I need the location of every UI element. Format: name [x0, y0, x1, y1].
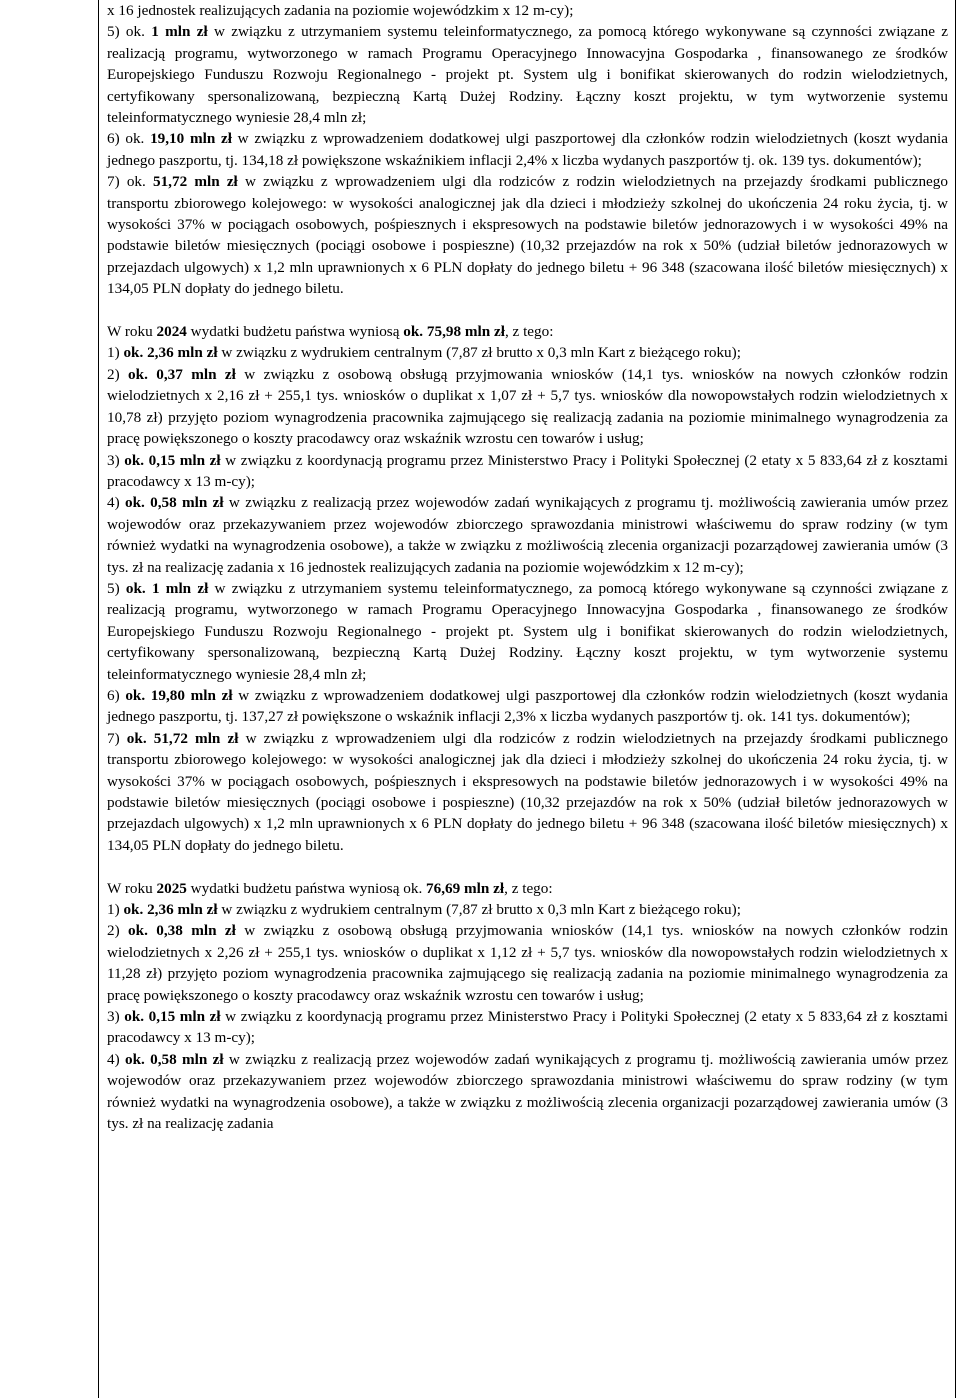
item-prefix: 5) ok. — [107, 23, 152, 41]
item-prefix: 6) ok. — [107, 130, 151, 148]
item-amount: ok. 0,15 mln zł — [124, 451, 221, 469]
list-item-5 — [107, 21, 948, 128]
item-amount: 19,10 mln zł — [150, 130, 232, 148]
item-prefix: 7) — [107, 729, 127, 747]
item-text: w związku z utrzymaniem systemu teleinformatycznego, za pomocą którego wykonywane są czynności związane z realizacją programu, wytworzonego w ramach Programu Operacyjnego Innowacyjna Gospodarka , finansowanego ze środków Europejskiego Funduszu Rozwoju Regionalnego - projekt pt. System ulg i bonifikat skierowanych do rodzin wielodzietnych, certyfikowany spersonalizowaną, bezpieczną Kartą Dużej Rodziny. Łączny koszt projektu, w tym wytworzenie systemu teleinformatycznego wyniesie 28,4 mln zł; — [107, 579, 948, 683]
list-item-6 — [107, 685, 948, 728]
item-prefix: 1) — [107, 901, 124, 919]
intro-mid: wydatki budżetu państwa wyniosą ok. — [186, 879, 427, 897]
item-amount: ok. 51,72 mln zł — [126, 729, 239, 747]
item-amount: ok. 0,15 mln zł — [124, 1008, 221, 1026]
item-prefix: 2) — [107, 922, 129, 940]
item-amount: ok. 0,58 mln zł — [124, 494, 224, 512]
list-item-2 — [107, 364, 948, 450]
list-item-3 — [107, 1006, 948, 1049]
list-item-4 — [107, 492, 948, 578]
total-amount: 76,69 mln zł — [426, 879, 505, 897]
list-item-2 — [107, 920, 948, 1006]
item-text: w związku z osobową obsługą przyjmowania wniosków (14,1 tys. wniosków na nowych członków rodzin wielodzietnych x 2,16 zł + 255,1 tys. wniosków o duplikat x 1,07 zł + 5,7 tys. wniosków dla nowopowstałych rodzin wielodzietnych x 10,78 zł) przyjęto poziom wynagrodzenia pracownika zajmującego się realizacją zadania na poziomie minimalnego wynagrodzenia za pracę powiększonego o koszty pracodawcy oraz wskaźnik wzrostu cen towarów i usług; — [107, 365, 949, 448]
item-amount: ok. 19,80 mln zł — [125, 686, 233, 704]
item-prefix: 1) — [107, 344, 124, 362]
document-body — [107, 0, 948, 1135]
list-item-7 — [107, 728, 948, 856]
intro-post: , z tego: — [504, 323, 554, 341]
item-prefix: 4) — [107, 1050, 125, 1068]
list-item-3 — [107, 450, 948, 493]
intro-post: , z tego: — [504, 879, 553, 897]
year: 2024 — [156, 323, 187, 341]
item-amount: ok. 2,36 mln zł — [123, 901, 218, 919]
paragraph-gap — [107, 300, 948, 321]
intro-pre: W roku — [107, 879, 157, 897]
item-prefix: 7) ok. — [107, 173, 153, 191]
list-item-6 — [107, 128, 948, 171]
item-text: w związku z wprowadzeniem ulgi dla rodziców z rodzin wielodzietnych na przejazdy środkami publicznego transportu zbiorowego kolejowego: w wysokości analogicznej jak dla dzieci i młodzieży szkolnej do ukończenia 24 roku życia, tj. w wysokości 37% w pociągach osobowych, pośpiesznych i ekspresowych na podstawie biletów jednorazowych i w wysokości 49% na podstawie biletów miesięcznych (pociągi osobowe i pospieszne) (10,32 przejazdów na rok x 50% (udział biletów jednorazowych w przejazdach ulgowych) x 1,2 mln uprawnionych x 6 PLN dopłaty do jednego biletu + 96 348 (szacowana ilość biletów miesięcznych) x 134,05 PLN dopłaty do jednego biletu. — [107, 729, 948, 854]
item-amount: 1 mln zł — [151, 23, 208, 41]
year: 2025 — [156, 879, 187, 897]
continued-text: x 16 jednostek realizujących zadania na poziomie wojewódzkim x 12 m-cy); — [107, 2, 574, 19]
item-prefix: 4) — [107, 494, 125, 512]
list-item-1 — [107, 899, 948, 920]
item-prefix: 3) — [107, 1008, 125, 1026]
year-2025-intro — [107, 878, 948, 899]
total-amount: ok. 75,98 mln zł — [403, 323, 505, 341]
item-amount: ok. 0,38 mln zł — [128, 922, 236, 940]
list-item-7 — [107, 171, 948, 299]
item-text: w związku z realizacją przez wojewodów zadań wynikających z programu tj. możliwością zawierania umów przez wojewodów oraz przekazywaniem przez wojewodów zbiorczego sprawozdania ministrowi właściwemu do spraw rodziny (w tym również wydatki na wynagrodzenia osobowe), a także w związku z możliwością zlecenia organizacji pozarządowej zawierania umów (3 tys. zł na realizację zadania — [107, 1050, 948, 1133]
item-text: w związku z wprowadzeniem ulgi dla rodziców z rodzin wielodzietnych na przejazdy środkami publicznego transportu zbiorowego kolejowego: w wysokości analogicznej jak dla dzieci i młodzieży szkolnej do ukończenia 24 roku życia, tj. w wysokości 37% w pociągach osobowych, pośpiesznych i ekspresowych na podstawie biletów jednorazowych i w wysokości 49% na podstawie biletów miesięcznych (pociągi osobowe i pospieszne) (10,32 przejazdów na rok x 50% (udział biletów jednorazowych w przejazdach ulgowych) x 1,2 mln uprawnionych x 6 PLN dopłaty do jednego biletu + 96 348 (szacowana ilość biletów miesięcznych) x 134,05 PLN dopłaty do jednego biletu. — [107, 173, 948, 298]
continued-line — [107, 0, 948, 21]
item-amount: ok. 2,36 mln zł — [123, 344, 218, 362]
item-prefix: 6) — [107, 686, 126, 704]
paragraph-gap — [107, 856, 948, 877]
item-amount: ok. 1 mln zł — [125, 579, 209, 597]
item-text: w związku z realizacją przez wojewodów zadań wynikających z programu tj. możliwością zawierania umów przez wojewodów oraz przekazywaniem przez wojewodów zbiorczego sprawozdania ministrowi właściwemu do spraw rodziny (w tym również wydatki na wynagrodzenia osobowe), a także w związku z możliwością zlecenia organizacji pozarządowej zawierania umów (3 tys. zł na realizację zadania x 16 jednostek realizujących zadania na poziomie wojewódzkim x 12 m-cy); — [107, 494, 948, 576]
item-text: w związku z wprowadzeniem dodatkowej ulgi paszportowej dla członków rodzin wielodzietnych (koszt wydania jednego paszportu, tj. 134,18 zł powiększone wskaźnikiem inflacji 2,4% x liczba wydanych paszportów tj. ok. 139 tys. dokumentów); — [107, 130, 949, 169]
list-item-4 — [107, 1049, 948, 1135]
item-text: w związku z wprowadzeniem dodatkowej ulgi paszportowej dla członków rodzin wielodzietnych (koszt wydania jednego paszportu, tj. 137,27 zł powiększone o wskaźnik inflacji 2,3% x liczba wydanych paszportów tj. ok. 141 tys. dokumentów); — [107, 686, 948, 726]
intro-pre: W roku — [107, 323, 157, 341]
item-text: w związku z koordynacją programu przez Ministerstwo Pracy i Polityki Społecznej (2 etaty x 5 833,64 zł z kosztami pracodawcy x 13 m-cy); — [107, 1008, 948, 1047]
item-prefix: 3) — [107, 451, 125, 469]
item-amount: ok. 0,58 mln zł — [124, 1050, 224, 1068]
item-text: w związku z utrzymaniem systemu teleinformatycznego, za pomocą którego wykonywane są czynności związane z realizacją programu, wytworzonego w ramach Programu Operacyjnego Innowacyjna Gospodarka , finansowanego ze środków Europejskiego Funduszu Rozwoju Regionalnego - projekt pt. System ulg i bonifikat skierowanych do rodzin wielodzietnych, certyfikowany spersonalizowaną, bezpieczną Kartą Dużej Rodziny. Łączny koszt projektu, w tym wytworzenie systemu teleinformatycznego wyniesie 28,4 mln zł; — [107, 23, 949, 127]
year-2024-intro — [107, 321, 948, 342]
item-text: w związku z koordynacją programu przez Ministerstwo Pracy i Polityki Społecznej (2 etaty x 5 833,64 zł z kosztami pracodawcy x 13 m-cy); — [107, 451, 948, 490]
list-item-5 — [107, 578, 948, 685]
list-item-1 — [107, 342, 948, 363]
item-prefix: 5) — [107, 579, 126, 597]
item-text: w związku z wydrukiem centralnym (7,87 zł brutto x 0,3 mln Kart z bieżącego roku); — [217, 344, 741, 362]
item-amount: ok. 0,37 mln zł — [128, 365, 236, 383]
item-text: w związku z wydrukiem centralnym (7,87 zł brutto x 0,3 mln Kart z bieżącego roku); — [217, 901, 741, 919]
item-amount: 51,72 mln zł — [152, 173, 238, 191]
item-prefix: 2) — [107, 365, 129, 383]
item-text: w związku z osobową obsługą przyjmowania wniosków (14,1 tys. wniosków na nowych członków rodzin wielodzietnych x 2,26 zł + 255,1 tys. wniosków o duplikat x 1,12 zł + 5,7 tys. wniosków dla nowopowstałych rodzin wielodzietnych x 11,28 zł) przyjęto poziom wynagrodzenia pracownika zajmującego się realizacją zadania na poziomie minimalnego wynagrodzenia za pracę powiększonego o koszty pracodawcy oraz wskaźnik wzrostu cen towarów i usług; — [107, 922, 949, 1004]
intro-mid: wydatki budżetu państwa wyniosą — [186, 323, 404, 341]
